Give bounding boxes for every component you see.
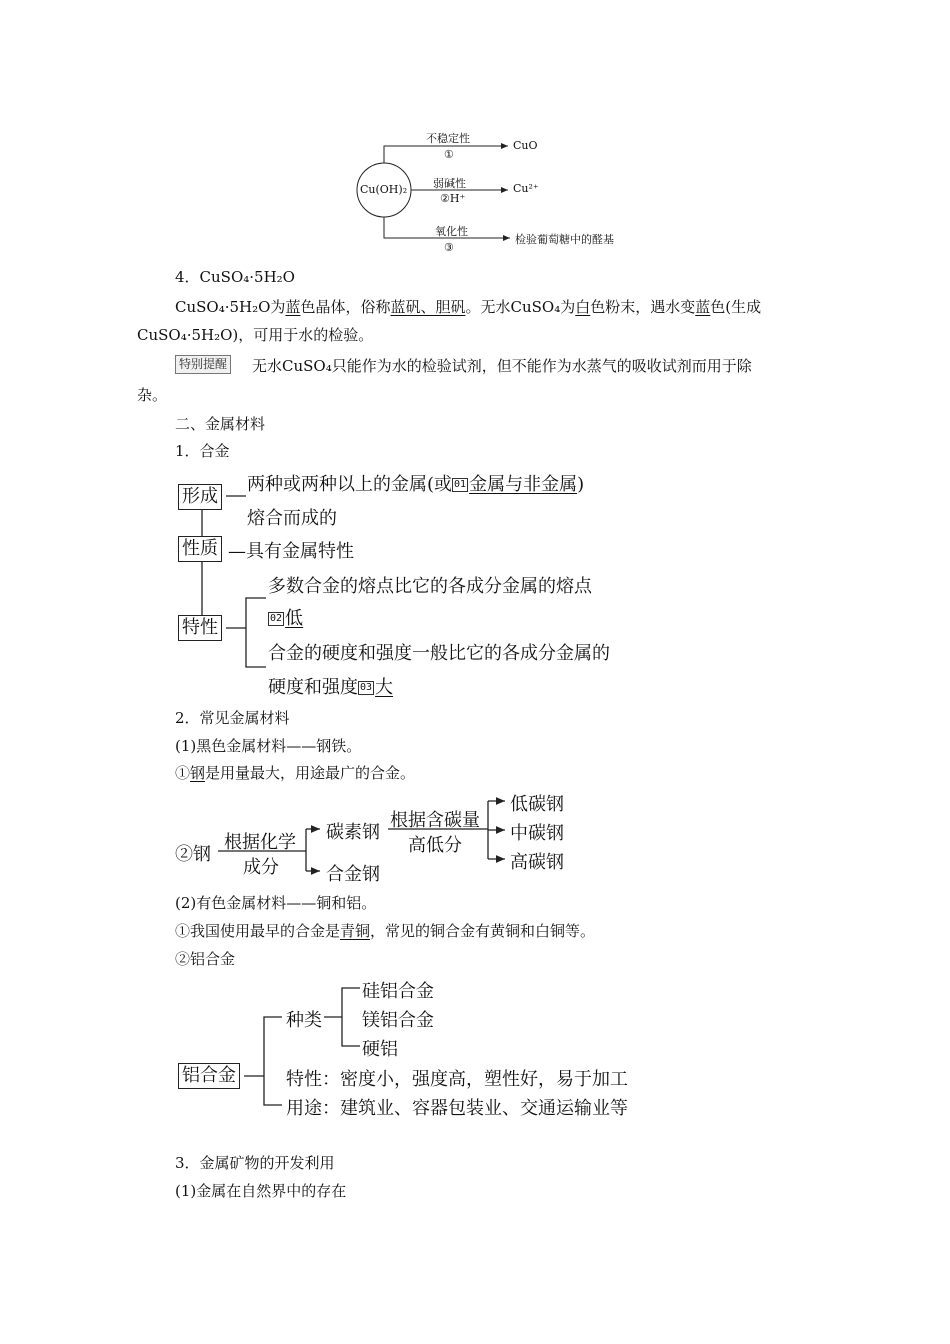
- alloy-prop-box: 性质: [178, 536, 222, 562]
- steel-prefix: ②钢: [175, 844, 211, 865]
- nonferrous-line: (2)有色金属材料——铜和铝。: [175, 894, 377, 912]
- tip-line2: 杂。: [137, 386, 168, 404]
- alloy-form-box: 形成: [178, 484, 222, 510]
- mid-carbon-steel: 中碳钢: [510, 823, 564, 844]
- cuoh-branch1-num: ①: [444, 148, 454, 161]
- cuoh-branch1-product: CuO: [513, 139, 538, 152]
- steel-basis-bottom: 成分: [243, 857, 279, 878]
- steel-basis2-bottom: 高低分: [408, 835, 462, 856]
- cuoh-branch3-label: 氧化性: [435, 225, 468, 238]
- alloy-feat-bracket: [226, 598, 266, 667]
- cuoh-branch3-product: 检验葡萄糖中的醛基: [515, 233, 614, 246]
- steel-basis2-top: 根据含碳量: [390, 810, 480, 831]
- copper-line: ①我国使用最早的合金是青铜，常见的铜合金有黄铜和白铜等。: [175, 922, 596, 940]
- al-box: 铝合金: [178, 1063, 240, 1089]
- al-use: 用途：建筑业、容器包装业、交通运输业等: [286, 1098, 628, 1119]
- ore-heading: 3．金属矿物的开发利用: [175, 1154, 335, 1172]
- al-heading: ②铝合金: [175, 950, 236, 968]
- cuoh-center: Cu(OH)₂: [360, 183, 408, 196]
- alloy-form-line1: 两种或两种以上的金属(或 01 金属与非金属): [247, 474, 585, 495]
- alloy-heading: 1．合金: [175, 442, 230, 460]
- alloy-feat-line3: 合金的硬度和强度一般比它的各成分金属的: [268, 643, 610, 664]
- cuoh-branch3-num: ③: [444, 241, 454, 254]
- ferrous-line: (1)黑色金属材料——钢铁。: [175, 737, 362, 755]
- al-kinds-bracket: [342, 988, 360, 1046]
- alloy-form-line2: 熔合而成的: [247, 508, 337, 529]
- al-kind-3: 硬铝: [362, 1039, 398, 1060]
- ore-sub: (1)金属在自然界中的存在: [175, 1182, 347, 1200]
- alloy-feat-line1: 多数合金的熔点比它的各成分金属的熔点: [268, 576, 592, 597]
- sec2-heading: 二、金属材料: [175, 415, 266, 433]
- s4-heading: 4．CuSO₄·5H₂O: [175, 268, 295, 286]
- al-kinds: 种类: [286, 1010, 322, 1031]
- tip-line1: 无水CuSO₄只能作为水的检验试剂，但不能作为水蒸气的吸收试剂而用于除: [252, 357, 752, 375]
- carbon-steel: 碳素钢: [326, 822, 380, 843]
- al-kind-2: 镁铝合金: [362, 1010, 434, 1031]
- s4-para-line2: CuSO₄·5H₂O)，可用于水的检验。: [137, 326, 374, 344]
- steel-line1: ①钢是用量最大，用途最广的合金。: [175, 764, 416, 782]
- alloy-prop-text: —具有金属特性: [228, 541, 354, 562]
- cuoh-branch2-product: Cu²⁺: [513, 182, 539, 195]
- alloy-steel: 合金钢: [326, 864, 380, 885]
- high-carbon-steel: 高碳钢: [510, 852, 564, 873]
- alloy-feat-line2: 02 低: [270, 608, 304, 629]
- cuoh-branch1-label: 不稳定性: [426, 132, 470, 145]
- s4-para-line1: CuSO₄·5H₂O为蓝色晶体，俗称蓝矾、胆矾。无水CuSO₄为白色粉末，遇水变蓝色(生成: [175, 298, 762, 316]
- al-main-bracket: [244, 1017, 282, 1105]
- al-kind-1: 硅铝合金: [362, 981, 434, 1002]
- al-prop: 特性：密度小，强度高，塑性好，易于加工: [286, 1069, 628, 1090]
- common-heading: 2．常见金属材料: [175, 709, 290, 727]
- steel-basis-top: 根据化学: [224, 832, 296, 853]
- cuoh-branch2-label: 弱碱性: [433, 177, 466, 190]
- cuoh-branch2-num: ②H⁺: [440, 192, 466, 205]
- low-carbon-steel: 低碳钢: [510, 794, 564, 815]
- alloy-feat-box: 特性: [178, 615, 222, 641]
- alloy-feat-line4: 硬度和强度 03 大: [268, 677, 394, 698]
- tip-tag: 特别提醒: [175, 355, 231, 374]
